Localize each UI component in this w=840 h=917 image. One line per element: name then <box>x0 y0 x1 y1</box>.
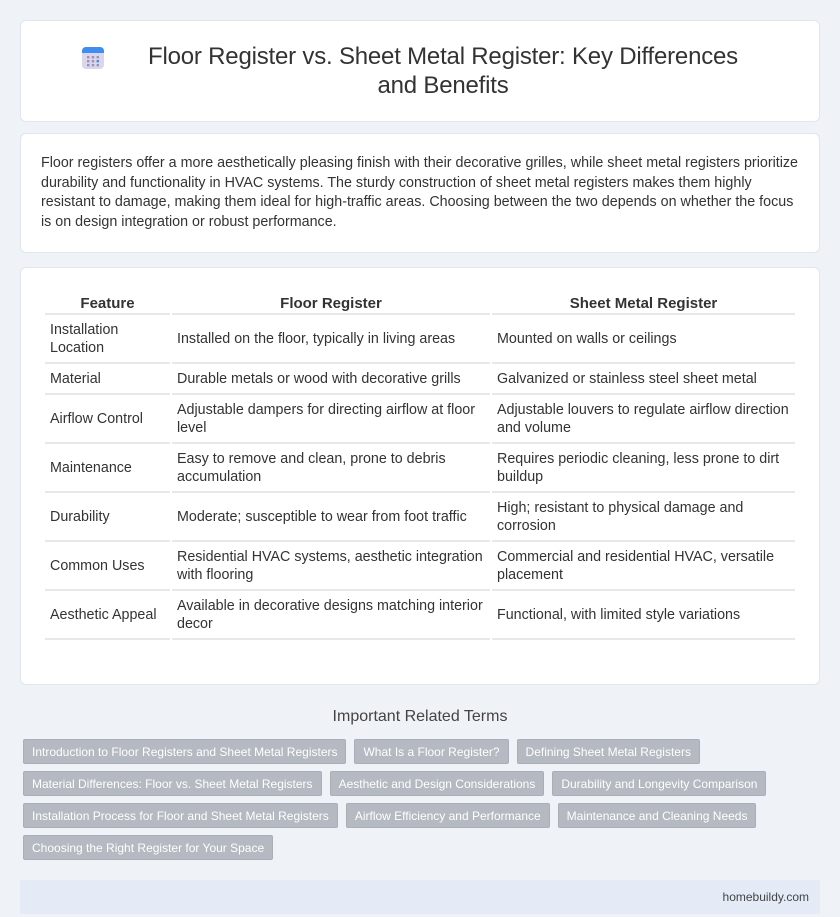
column-header-sheet-metal-register: Sheet Metal Register <box>492 290 795 315</box>
related-term-tag[interactable]: Introduction to Floor Registers and Sheet Metal Registers <box>23 739 346 764</box>
table-row <box>45 444 795 493</box>
feature-cell: Aesthetic Appeal <box>45 591 170 640</box>
floor-register-cell: Durable metals or wood with decorative grills <box>172 364 490 395</box>
related-term-tag[interactable]: Airflow Efficiency and Performance <box>346 803 550 828</box>
comparison-table <box>43 290 797 640</box>
sheet-metal-register-cell: Functional, with limited style variations <box>492 591 795 640</box>
feature-cell: Installation Location <box>45 315 170 364</box>
feature-cell: Airflow Control <box>45 395 170 444</box>
floor-register-cell: Easy to remove and clean, prone to debris accumulation <box>172 444 490 493</box>
related-term-tag[interactable]: Maintenance and Cleaning Needs <box>558 803 757 828</box>
floor-register-cell: Moderate; susceptible to wear from foot traffic <box>172 493 490 542</box>
sheet-metal-register-cell: Mounted on walls or ceilings <box>492 315 795 364</box>
related-term-tag[interactable]: What Is a Floor Register? <box>354 739 508 764</box>
column-header-floor-register: Floor Register <box>172 290 490 315</box>
footer-site-name: homebuildy.com <box>722 890 809 904</box>
header <box>81 42 759 100</box>
related-terms-title: Important Related Terms <box>332 708 508 725</box>
intro-card <box>20 133 820 253</box>
feature-cell: Material <box>45 364 170 395</box>
table-row <box>45 591 795 640</box>
related-term-tag[interactable]: Choosing the Right Register for Your Space <box>23 835 273 860</box>
feature-cell: Durability <box>45 493 170 542</box>
sheet-metal-register-cell: Adjustable louvers to regulate airflow direction and volume <box>492 395 795 444</box>
table-row <box>45 542 795 591</box>
floor-register-cell: Installed on the floor, typically in living areas <box>172 315 490 364</box>
related-term-tag[interactable]: Aesthetic and Design Considerations <box>330 771 545 796</box>
related-terms-section <box>20 708 820 860</box>
column-header-feature: Feature <box>45 290 170 315</box>
comparison-table-card <box>20 267 820 685</box>
footer <box>20 880 820 914</box>
feature-cell: Maintenance <box>45 444 170 493</box>
related-term-tag[interactable]: Material Differences: Floor vs. Sheet Metal Registers <box>23 771 322 796</box>
sheet-metal-register-cell: Galvanized or stainless steel sheet metal <box>492 364 795 395</box>
intro-paragraph: Floor registers offer a more aesthetically pleasing finish with their decorative grilles, while sheet metal registers prioritize durability and functionality in HVAC systems. The sturdy construction of sheet metal registers makes them highly resistant to damage, making them ideal for high-traffic areas. Choosing between the two depends on whether the focus is on design integration or robust performance. <box>41 155 799 230</box>
header-card <box>20 20 820 122</box>
table-header-row <box>45 290 795 315</box>
feature-cell: Common Uses <box>45 542 170 591</box>
sheet-metal-register-cell: High; resistant to physical damage and corrosion <box>492 493 795 542</box>
table-row <box>45 364 795 395</box>
table-row <box>45 493 795 542</box>
related-terms-tags <box>20 739 820 860</box>
floor-register-cell: Residential HVAC systems, aesthetic integration with flooring <box>172 542 490 591</box>
sheet-metal-register-cell: Requires periodic cleaning, less prone to dirt buildup <box>492 444 795 493</box>
floor-register-cell: Available in decorative designs matching interior decor <box>172 591 490 640</box>
table-row <box>45 315 795 364</box>
floor-register-cell: Adjustable dampers for directing airflow at floor level <box>172 395 490 444</box>
page-title: Floor Register vs. Sheet Metal Register: Key Differences and Benefits <box>148 43 738 99</box>
related-term-tag[interactable]: Durability and Longevity Comparison <box>552 771 766 796</box>
table-row <box>45 395 795 444</box>
related-term-tag[interactable]: Installation Process for Floor and Sheet Metal Registers <box>23 803 338 828</box>
sheet-metal-register-cell: Commercial and residential HVAC, versatile placement <box>492 542 795 591</box>
related-term-tag[interactable]: Defining Sheet Metal Registers <box>517 739 700 764</box>
calendar-icon <box>81 46 105 70</box>
